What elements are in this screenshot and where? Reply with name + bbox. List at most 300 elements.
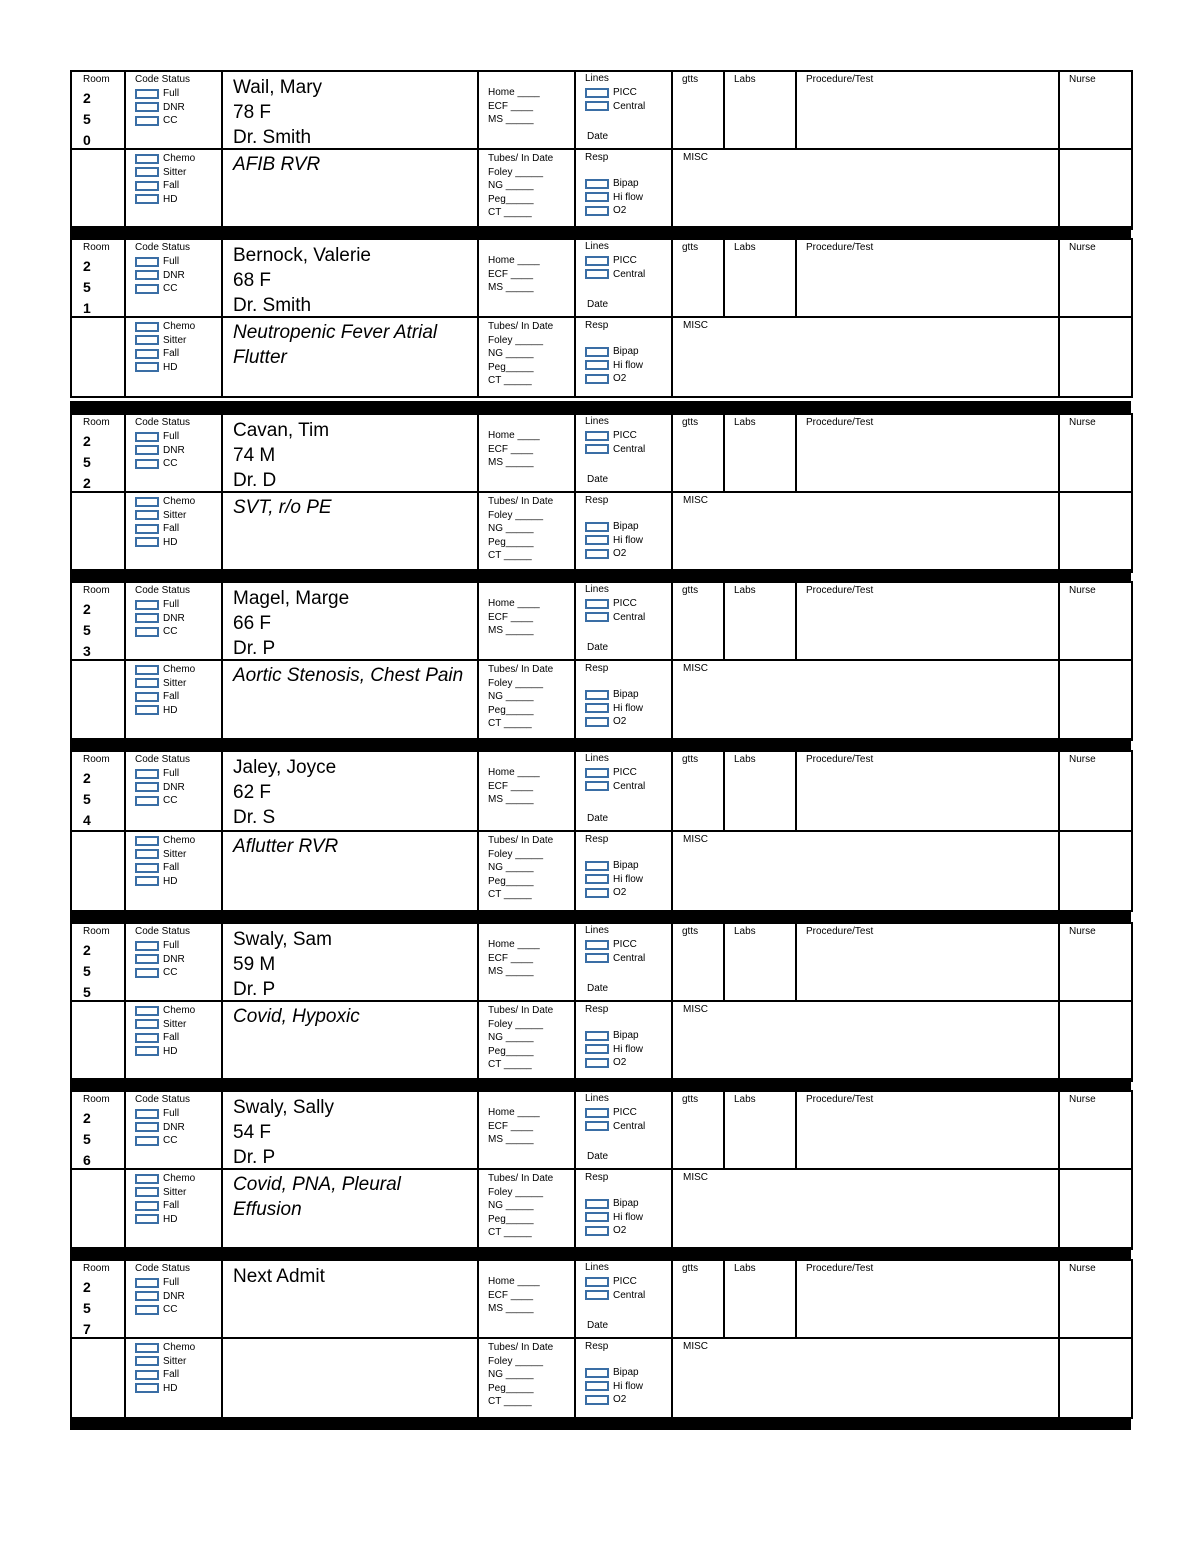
checkbox-row (585, 1106, 645, 1120)
nurse-cell[interactable] (1059, 1260, 1132, 1338)
gtts-cell[interactable] (672, 1091, 724, 1169)
home-field[interactable]: ECF ____ (488, 952, 534, 964)
checkbox-label: Hi flow (613, 534, 644, 546)
procedure-cell[interactable] (796, 582, 1059, 660)
checkbox-row (135, 1355, 195, 1369)
tube-field[interactable]: Peg_____ (488, 1213, 534, 1225)
lines-cell (575, 751, 672, 831)
checkbox-row (135, 87, 185, 101)
nurse-cell[interactable] (1059, 582, 1132, 660)
home-field[interactable]: Home ____ (488, 1276, 540, 1287)
checkbox[interactable] (585, 703, 609, 713)
checkbox-label: CC (163, 795, 178, 807)
checkbox[interactable] (585, 431, 609, 441)
tube-field[interactable]: Foley _____ (488, 1186, 544, 1198)
resp-cell (575, 831, 672, 911)
checkbox-label: O2 (613, 716, 627, 728)
checkbox-label: Central (613, 611, 646, 623)
checkbox[interactable] (135, 705, 159, 715)
checkbox[interactable] (135, 613, 159, 623)
checkbox[interactable] (135, 796, 159, 806)
tube-field[interactable]: CT _____ (488, 207, 532, 218)
patient-name: Wail, Mary (233, 77, 323, 98)
code-status-options (135, 1107, 185, 1148)
procedure-label: Procedure/Test (806, 1263, 874, 1274)
procedure-label: Procedure/Test (806, 242, 874, 253)
labs-cell[interactable] (724, 414, 796, 492)
checkbox-label: Fall (163, 180, 180, 192)
room-number (83, 256, 91, 317)
checkbox-label: Central (613, 268, 646, 280)
home-field[interactable]: MS _____ (488, 625, 534, 636)
checkbox[interactable] (135, 863, 159, 873)
checkbox-row (135, 1368, 195, 1382)
room-digit: 6 (83, 1152, 91, 1168)
checkbox-label: HD (163, 875, 178, 887)
nurse-notes-cell[interactable] (1059, 1169, 1132, 1249)
checkbox[interactable] (585, 781, 609, 791)
resp-label: Resp (585, 834, 609, 845)
tube-field[interactable]: Peg_____ (488, 704, 534, 716)
code-status-cell (125, 751, 222, 831)
checkbox[interactable] (135, 116, 159, 126)
tube-field[interactable]: NG _____ (488, 523, 534, 534)
checkbox[interactable] (135, 257, 159, 267)
room-digit: 2 (83, 942, 91, 958)
checkbox-label: CC (163, 115, 178, 127)
checkbox[interactable] (135, 432, 159, 442)
line-options (585, 597, 645, 624)
checkbox[interactable] (135, 1201, 159, 1211)
checkbox-row (135, 457, 185, 471)
checkbox-row (135, 509, 195, 523)
patient-name: Magel, Marge (233, 588, 350, 609)
home-field[interactable]: Home ____ (488, 87, 540, 98)
procedure-cell[interactable] (796, 71, 1059, 149)
home-field[interactable]: MS _____ (488, 1134, 534, 1145)
checkbox-label: Central (613, 1289, 646, 1301)
tube-field[interactable]: CT _____ (488, 1227, 532, 1238)
checkbox[interactable] (135, 1305, 159, 1315)
checkbox[interactable] (135, 692, 159, 702)
checkbox[interactable] (135, 1187, 159, 1197)
checkbox[interactable] (135, 876, 159, 886)
nurse-cell[interactable] (1059, 414, 1132, 492)
checkbox[interactable] (135, 782, 159, 792)
labs-label: Labs (734, 754, 756, 765)
checkbox[interactable] (135, 362, 159, 372)
checkbox[interactable] (135, 769, 159, 779)
tube-field[interactable]: CT _____ (488, 718, 532, 729)
tube-field[interactable]: Peg_____ (488, 1382, 534, 1394)
resp-label: Resp (585, 1341, 609, 1352)
tube-field[interactable]: NG _____ (488, 1369, 534, 1380)
code-status-cell (125, 239, 222, 317)
room-digit: 2 (83, 258, 91, 274)
room-label: Room (83, 926, 110, 937)
checkbox[interactable] (135, 968, 159, 978)
nurse-cell[interactable] (1059, 239, 1132, 317)
checkbox[interactable] (585, 360, 609, 370)
checkbox-label: Sitter (163, 166, 187, 178)
checkbox-label: Full (163, 940, 180, 952)
home-field[interactable]: MS _____ (488, 966, 534, 977)
checkbox[interactable] (135, 322, 159, 332)
checkbox[interactable] (135, 849, 159, 859)
room-blank-cell (71, 1169, 125, 1249)
checkbox[interactable] (135, 627, 159, 637)
checkbox[interactable] (135, 154, 159, 164)
checkbox[interactable] (585, 1368, 609, 1378)
checkbox-row (135, 361, 195, 375)
checkbox[interactable] (585, 522, 609, 532)
tubes-cell (478, 660, 575, 740)
tube-field[interactable]: NG _____ (488, 862, 534, 873)
checkbox-row (135, 1382, 195, 1396)
misc-cell[interactable] (672, 1338, 1059, 1418)
home-field[interactable]: Home ____ (488, 430, 540, 441)
checkbox[interactable] (135, 89, 159, 99)
tube-field[interactable]: Foley _____ (488, 677, 544, 689)
checkbox[interactable] (135, 537, 159, 547)
checkbox[interactable] (135, 1033, 159, 1043)
checkbox[interactable] (135, 284, 159, 294)
checkbox[interactable] (585, 1031, 609, 1041)
checkbox[interactable] (585, 1058, 609, 1068)
resp-options (585, 1197, 643, 1238)
gtts-cell[interactable] (672, 751, 724, 831)
tube-field[interactable]: NG _____ (488, 180, 534, 191)
patient-age-sex: 74 M (233, 445, 276, 466)
home-field[interactable]: ECF ____ (488, 100, 534, 112)
gtts-cell[interactable] (672, 923, 724, 1001)
nurse-notes-cell[interactable] (1059, 1001, 1132, 1081)
checkbox[interactable] (135, 1214, 159, 1224)
nurse-label: Nurse (1069, 1094, 1096, 1105)
checkbox[interactable] (585, 940, 609, 950)
checkbox[interactable] (585, 206, 609, 216)
nurse-notes-cell[interactable] (1059, 1338, 1132, 1418)
tube-field[interactable]: CT _____ (488, 1059, 532, 1070)
nurse-label: Nurse (1069, 754, 1096, 765)
tube-field[interactable]: Foley _____ (488, 509, 544, 521)
patient-name: Bernock, Valerie (233, 245, 371, 266)
diagnosis-cell (222, 149, 478, 229)
home-field[interactable]: MS _____ (488, 114, 534, 125)
procedure-cell[interactable] (796, 239, 1059, 317)
home-field[interactable]: ECF ____ (488, 443, 534, 455)
checkbox[interactable] (135, 665, 159, 675)
procedure-cell[interactable] (796, 1260, 1059, 1338)
checkbox-label: Fall (163, 348, 180, 360)
tube-field[interactable]: Foley _____ (488, 1355, 544, 1367)
home-field[interactable]: ECF ____ (488, 268, 534, 280)
tube-field[interactable]: Peg_____ (488, 875, 534, 887)
block-separator (70, 738, 1131, 750)
checkbox[interactable] (585, 1277, 609, 1287)
line-options (585, 766, 645, 793)
labs-cell[interactable] (724, 1091, 796, 1169)
checkbox[interactable] (585, 1226, 609, 1236)
patient-name: Jaley, Joyce (233, 757, 337, 778)
checkbox[interactable] (135, 1356, 159, 1366)
checkbox[interactable] (585, 1108, 609, 1118)
checkbox[interactable] (135, 1006, 159, 1016)
checkbox[interactable] (135, 102, 159, 112)
labs-cell[interactable] (724, 923, 796, 1001)
checkbox-label: PICC (613, 255, 637, 267)
resp-options (585, 859, 643, 900)
tube-field[interactable]: CT _____ (488, 375, 532, 386)
home-field[interactable]: Home ____ (488, 1107, 540, 1118)
misc-cell[interactable] (672, 660, 1059, 740)
tube-field[interactable]: CT _____ (488, 889, 532, 900)
home-field[interactable]: Home ____ (488, 598, 540, 609)
gtts-label: gtts (682, 74, 699, 85)
checkbox-row (135, 193, 195, 207)
checkbox[interactable] (585, 599, 609, 609)
room-blank-cell (71, 1001, 125, 1081)
block-separator (70, 226, 1131, 238)
checkbox[interactable] (585, 192, 609, 202)
gtts-cell[interactable] (672, 71, 724, 149)
checkbox[interactable] (585, 444, 609, 454)
resp-cell (575, 492, 672, 572)
checkbox[interactable] (135, 941, 159, 951)
misc-cell[interactable] (672, 1001, 1059, 1081)
checkbox[interactable] (585, 888, 609, 898)
home-field[interactable]: MS _____ (488, 1303, 534, 1314)
tubes-fields (488, 834, 553, 902)
procedure-cell[interactable] (796, 1091, 1059, 1169)
home-field[interactable]: ECF ____ (488, 780, 534, 792)
patient-age-sex: 54 F (233, 1122, 272, 1143)
checkbox[interactable] (135, 524, 159, 534)
checkbox-row (585, 1380, 643, 1394)
checkbox[interactable] (585, 953, 609, 963)
tubes-fields (488, 663, 553, 731)
tube-field[interactable]: NG _____ (488, 1032, 534, 1043)
patient-table (70, 1259, 1133, 1419)
checkbox[interactable] (135, 181, 159, 191)
resp-options (585, 177, 643, 218)
checkbox[interactable] (135, 1122, 159, 1132)
patient-table (70, 238, 1133, 398)
checkbox[interactable] (585, 717, 609, 727)
misc-cell[interactable] (672, 492, 1059, 572)
home-field[interactable]: ECF ____ (488, 1289, 534, 1301)
room-label: Room (83, 417, 110, 428)
checkbox[interactable] (585, 101, 609, 111)
home-field[interactable]: MS _____ (488, 457, 534, 468)
lines-label: Lines (585, 1262, 609, 1273)
misc-cell[interactable] (672, 149, 1059, 229)
tube-field[interactable]: Foley _____ (488, 166, 544, 178)
home-field[interactable]: MS _____ (488, 794, 534, 805)
tube-field[interactable]: NG _____ (488, 348, 534, 359)
home-field[interactable]: ECF ____ (488, 611, 534, 623)
patient-age-sex: 59 M (233, 954, 276, 975)
nurse-notes-cell[interactable] (1059, 660, 1132, 740)
nurse-notes-cell[interactable] (1059, 492, 1132, 572)
procedure-label: Procedure/Test (806, 754, 874, 765)
checkbox[interactable] (135, 167, 159, 177)
checkbox[interactable] (585, 1290, 609, 1300)
tubes-cell (478, 492, 575, 572)
checkbox[interactable] (135, 1278, 159, 1288)
tube-field[interactable]: Foley _____ (488, 848, 544, 860)
checkbox[interactable] (585, 612, 609, 622)
checkbox-label: Bipap (613, 178, 639, 190)
patient-block (70, 70, 1131, 230)
checkbox-label: Fall (163, 1032, 180, 1044)
home-field[interactable]: MS _____ (488, 282, 534, 293)
checkbox[interactable] (135, 1383, 159, 1393)
tube-field[interactable]: NG _____ (488, 691, 534, 702)
checkbox[interactable] (135, 1343, 159, 1353)
room-cell (71, 239, 125, 317)
gtts-cell[interactable] (672, 582, 724, 660)
nurse-cell[interactable] (1059, 71, 1132, 149)
checkbox[interactable] (135, 1136, 159, 1146)
checkbox[interactable] (135, 335, 159, 345)
home-cell (478, 923, 575, 1001)
patient-info (233, 243, 371, 317)
room-digit: 2 (83, 770, 91, 786)
checkbox-row (135, 834, 195, 848)
checkbox[interactable] (585, 768, 609, 778)
checkbox[interactable] (135, 954, 159, 964)
labs-cell[interactable] (724, 1260, 796, 1338)
patient-block (70, 922, 1131, 1082)
patient-info-cell (222, 923, 478, 1001)
labs-cell[interactable] (724, 582, 796, 660)
checkbox[interactable] (585, 861, 609, 871)
checkbox-label: PICC (613, 1276, 637, 1288)
checkbox[interactable] (585, 1199, 609, 1209)
code-status-cell (125, 923, 222, 1001)
checkbox[interactable] (585, 1121, 609, 1131)
procedure-cell[interactable] (796, 751, 1059, 831)
nurse-notes-cell[interactable] (1059, 831, 1132, 911)
checkbox[interactable] (585, 179, 609, 189)
checkbox-label: DNR (163, 1121, 185, 1133)
tubes-label: Tubes/ In Date (488, 321, 554, 332)
checkbox[interactable] (585, 347, 609, 357)
checkbox[interactable] (135, 194, 159, 204)
checkbox-row (585, 547, 643, 561)
gtts-cell[interactable] (672, 414, 724, 492)
checkbox[interactable] (585, 88, 609, 98)
checkbox-row (585, 429, 645, 443)
nurse-cell[interactable] (1059, 751, 1132, 831)
nurse-notes-cell[interactable] (1059, 317, 1132, 397)
gtts-cell[interactable] (672, 239, 724, 317)
checkbox[interactable] (585, 374, 609, 384)
patient-info-cell (222, 582, 478, 660)
block-separator (70, 1078, 1131, 1090)
checkbox[interactable] (135, 1019, 159, 1029)
room-label: Room (83, 585, 110, 596)
checkbox[interactable] (585, 1381, 609, 1391)
checkbox[interactable] (135, 459, 159, 469)
checkbox[interactable] (135, 1109, 159, 1119)
tube-field[interactable]: NG _____ (488, 1200, 534, 1211)
checkbox[interactable] (585, 1044, 609, 1054)
checkbox[interactable] (585, 690, 609, 700)
diagnosis: Aflutter RVR (233, 836, 339, 857)
tube-field[interactable]: Foley _____ (488, 1018, 544, 1030)
home-field[interactable]: ECF ____ (488, 1120, 534, 1132)
checkbox[interactable] (585, 256, 609, 266)
checkbox[interactable] (135, 497, 159, 507)
checkbox[interactable] (585, 1395, 609, 1405)
checkbox[interactable] (135, 1370, 159, 1380)
checkbox[interactable] (135, 1174, 159, 1184)
misc-cell[interactable] (672, 831, 1059, 911)
room-digit: 3 (83, 643, 91, 659)
gtts-cell[interactable] (672, 1260, 724, 1338)
flag-options (135, 834, 195, 888)
home-field[interactable]: Home ____ (488, 939, 540, 950)
checkbox-label: PICC (613, 767, 637, 779)
checkbox[interactable] (135, 1046, 159, 1056)
tube-field[interactable]: Peg_____ (488, 536, 534, 548)
misc-cell[interactable] (672, 1169, 1059, 1249)
checkbox[interactable] (135, 445, 159, 455)
tube-field[interactable]: CT _____ (488, 1396, 532, 1407)
checkbox[interactable] (135, 1291, 159, 1301)
misc-cell[interactable] (672, 317, 1059, 397)
tube-field[interactable]: Peg_____ (488, 361, 534, 373)
nurse-notes-cell[interactable] (1059, 149, 1132, 229)
nurse-cell[interactable] (1059, 1091, 1132, 1169)
checkbox[interactable] (135, 510, 159, 520)
labs-cell[interactable] (724, 239, 796, 317)
code-status-label: Code Status (135, 242, 191, 253)
procedure-cell[interactable] (796, 923, 1059, 1001)
checkbox[interactable] (135, 836, 159, 846)
checkbox[interactable] (585, 269, 609, 279)
checkbox-row (585, 1197, 643, 1211)
home-field[interactable]: Home ____ (488, 767, 540, 778)
checkbox[interactable] (585, 535, 609, 545)
checkbox[interactable] (135, 349, 159, 359)
code-status-label: Code Status (135, 74, 191, 85)
nurse-cell[interactable] (1059, 923, 1132, 1001)
checkbox[interactable] (585, 1212, 609, 1222)
checkbox-row (135, 495, 195, 509)
checkbox[interactable] (135, 678, 159, 688)
checkbox[interactable] (585, 874, 609, 884)
labs-cell[interactable] (724, 71, 796, 149)
checkbox-row (135, 1276, 185, 1290)
home-field[interactable]: Home ____ (488, 255, 540, 266)
checkbox[interactable] (585, 549, 609, 559)
tube-field[interactable]: CT _____ (488, 550, 532, 561)
labs-cell[interactable] (724, 751, 796, 831)
procedure-cell[interactable] (796, 414, 1059, 492)
tube-field[interactable]: Foley _____ (488, 334, 544, 346)
tube-field[interactable]: Peg_____ (488, 193, 534, 205)
checkbox-row (585, 952, 645, 966)
checkbox[interactable] (135, 600, 159, 610)
code-status-cell (125, 1260, 222, 1338)
tube-field[interactable]: Peg_____ (488, 1045, 534, 1057)
labs-label: Labs (734, 1263, 756, 1274)
room-label: Room (83, 754, 110, 765)
checkbox[interactable] (135, 270, 159, 280)
